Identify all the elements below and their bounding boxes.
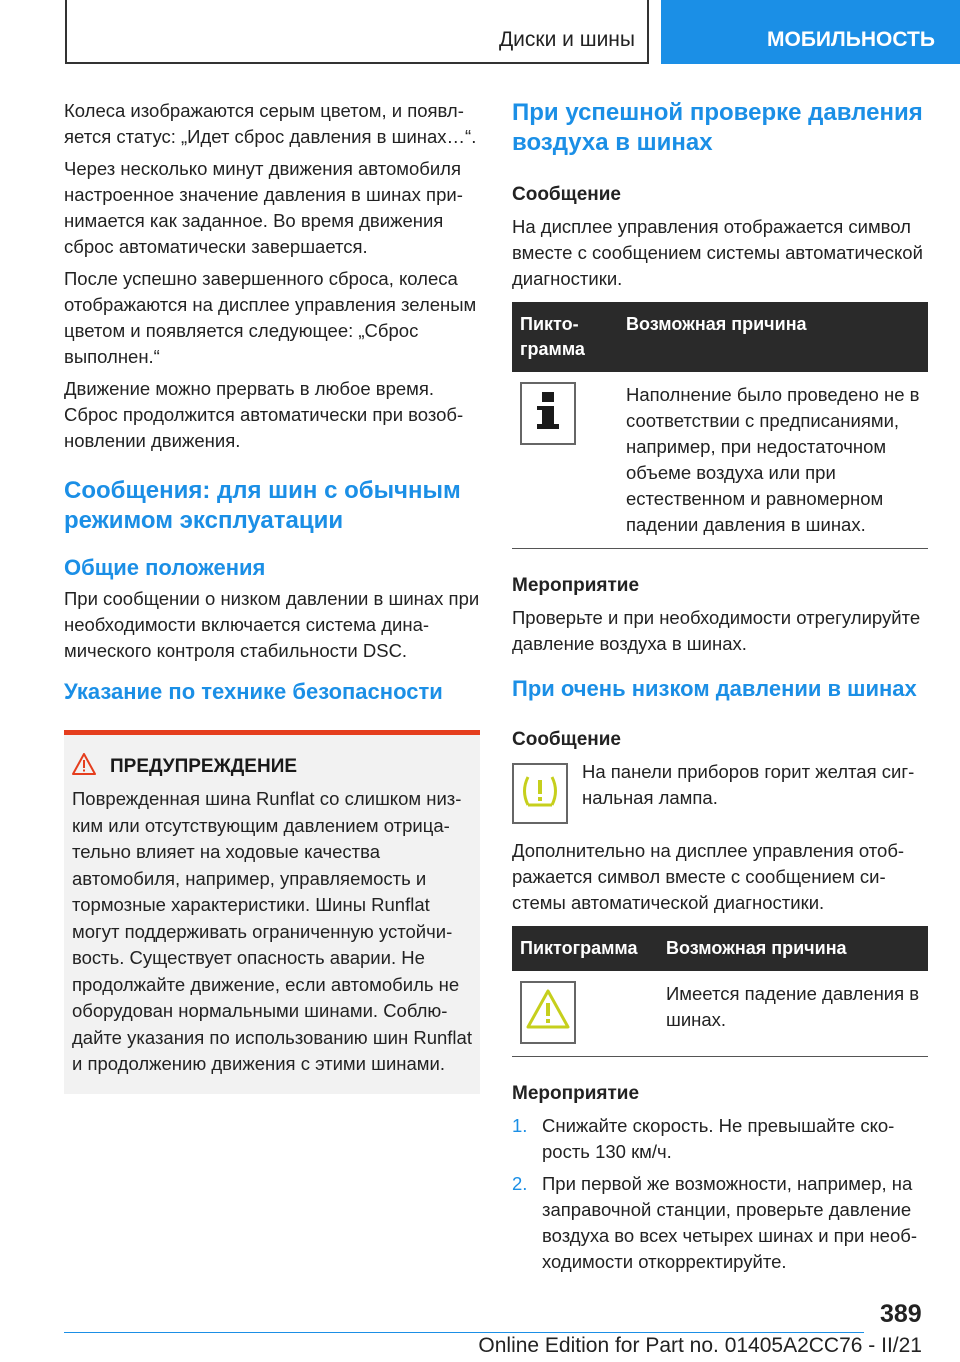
- step-number: 1.: [512, 1115, 528, 1136]
- header-section-box: [65, 0, 649, 64]
- footer-edition-text: Online Edition for Part no. 01405A2CC76 - II/21: [478, 1334, 922, 1357]
- step-text: При первой же возможности, например, на заправочной станции, проверьте давление воздуха во всех четырех шинах и при необходимости откорректируйте.: [542, 1173, 918, 1272]
- table-row: [512, 971, 928, 1057]
- subheading-general: Общие положения: [64, 555, 266, 580]
- paragraph: На дисплее управления отображается символ вместе с сообщением системы автоматической диагностики.: [512, 216, 923, 289]
- table-row: [512, 372, 928, 549]
- section-heading-messages: Сообщения: для шин с обычным режимом эксплуатации: [64, 477, 461, 534]
- tire-pressure-warning-icon: [512, 763, 568, 824]
- table-cell-cause: Наполнение было проведено не в соответствии с предписаниями, например, при недостаточном объеме воздуха или при естественном и равномерном падении давления в шинах.: [618, 372, 928, 549]
- warning-box: [64, 730, 480, 1094]
- table-header-row: [512, 926, 928, 971]
- section-heading-success: При успешной проверке давления воздуха в шинах: [512, 99, 923, 156]
- action-label: Мероприятие: [512, 575, 640, 596]
- table-cell-cause: Имеется падение давления в шинах.: [658, 971, 928, 1057]
- paragraph: При сообщении о низком давлении в шинах при необходимости включается система динамического контроля стабильности DSC.: [64, 588, 480, 661]
- header-chapter-tab: МОБИЛЬНОСТЬ: [661, 0, 960, 64]
- pictogram-table-1: [512, 302, 928, 549]
- footer-divider: [64, 1332, 864, 1333]
- warning-text: Поврежденная шина Runflat со слишком низким или отсутствующим давлением отрицательно влияет на ходовые качества автомобиля, например, управляемость и тормозные характеристики. Шины Runflat могут поддерживать ограниченную устойчивость. Существует опасность аварии. Не продолжайте движение, если автомобиль не оборудован нормальными шинами. Соблюдайте указания по использованию шин Runflat и продолжению движения с этими шинами.: [72, 788, 472, 1074]
- left-column: [64, 98, 480, 1094]
- step-number: 2.: [512, 1173, 528, 1194]
- message-label: Сообщение: [512, 184, 621, 205]
- page-number: 389: [880, 1300, 922, 1328]
- paragraph: Колеса изображаются серым цветом, и появляется статус: „Идет сброс давления в шинах…“.: [64, 100, 477, 147]
- table-header-row: [512, 302, 928, 372]
- section-heading-low-pressure: При очень низком давлении в шинах: [512, 676, 917, 701]
- action-label: Мероприятие: [512, 1083, 640, 1104]
- paragraph: Движение можно прервать в любое время. Сброс продолжится автоматически при возобновлении движения.: [64, 378, 464, 451]
- subheading-safety: Указание по технике безопасности: [64, 679, 443, 704]
- table-cell-icon: [512, 971, 658, 1057]
- header-section-title: Диски и шины: [498, 28, 635, 51]
- table-header-cause: Возможная причина: [618, 302, 928, 372]
- table-header-pictogram: Пиктограмма: [512, 926, 658, 971]
- message-label: Сообщение: [512, 729, 621, 750]
- info-icon: [520, 382, 576, 445]
- table-header-cause: Возможная причина: [658, 926, 928, 971]
- list-item: [512, 1171, 928, 1275]
- right-column: [512, 98, 928, 1281]
- warning-triangle-icon: [72, 753, 96, 780]
- paragraph: Дополнительно на дисплее управления отображается символ вместе с сообщением системы автоматической диагностики.: [512, 840, 905, 913]
- paragraph: Через несколько минут движения автомобиля настроенное значение давления в шинах принимается как заданное. Во время движения сброс автоматически завершается.: [64, 158, 463, 257]
- table-cell-icon: [512, 372, 618, 549]
- paragraph: После успешно завершенного сброса, колеса отображаются на дисплее управления зеленым цветом и появляется следующее: „Сброс выполнен.“: [64, 268, 477, 367]
- lamp-row: [512, 759, 928, 824]
- list-item: [512, 1113, 928, 1165]
- table-header-pictogram: Пиктограмма: [512, 302, 618, 372]
- warning-title-row: [72, 753, 472, 780]
- step-text: Снижайте скорость. Не превышайте скорость 130 км/ч.: [542, 1115, 895, 1162]
- yellow-warning-triangle-icon: [520, 981, 576, 1044]
- steps-list: [512, 1113, 928, 1275]
- pictogram-table-2: [512, 926, 928, 1057]
- paragraph: Проверьте и при необходимости отрегулируйте давление воздуха в шинах.: [512, 607, 921, 654]
- lamp-text: На панели приборов горит желтая сигнальная лампа.: [582, 761, 915, 808]
- warning-label: ПРЕДУПРЕЖДЕНИЕ: [110, 755, 298, 777]
